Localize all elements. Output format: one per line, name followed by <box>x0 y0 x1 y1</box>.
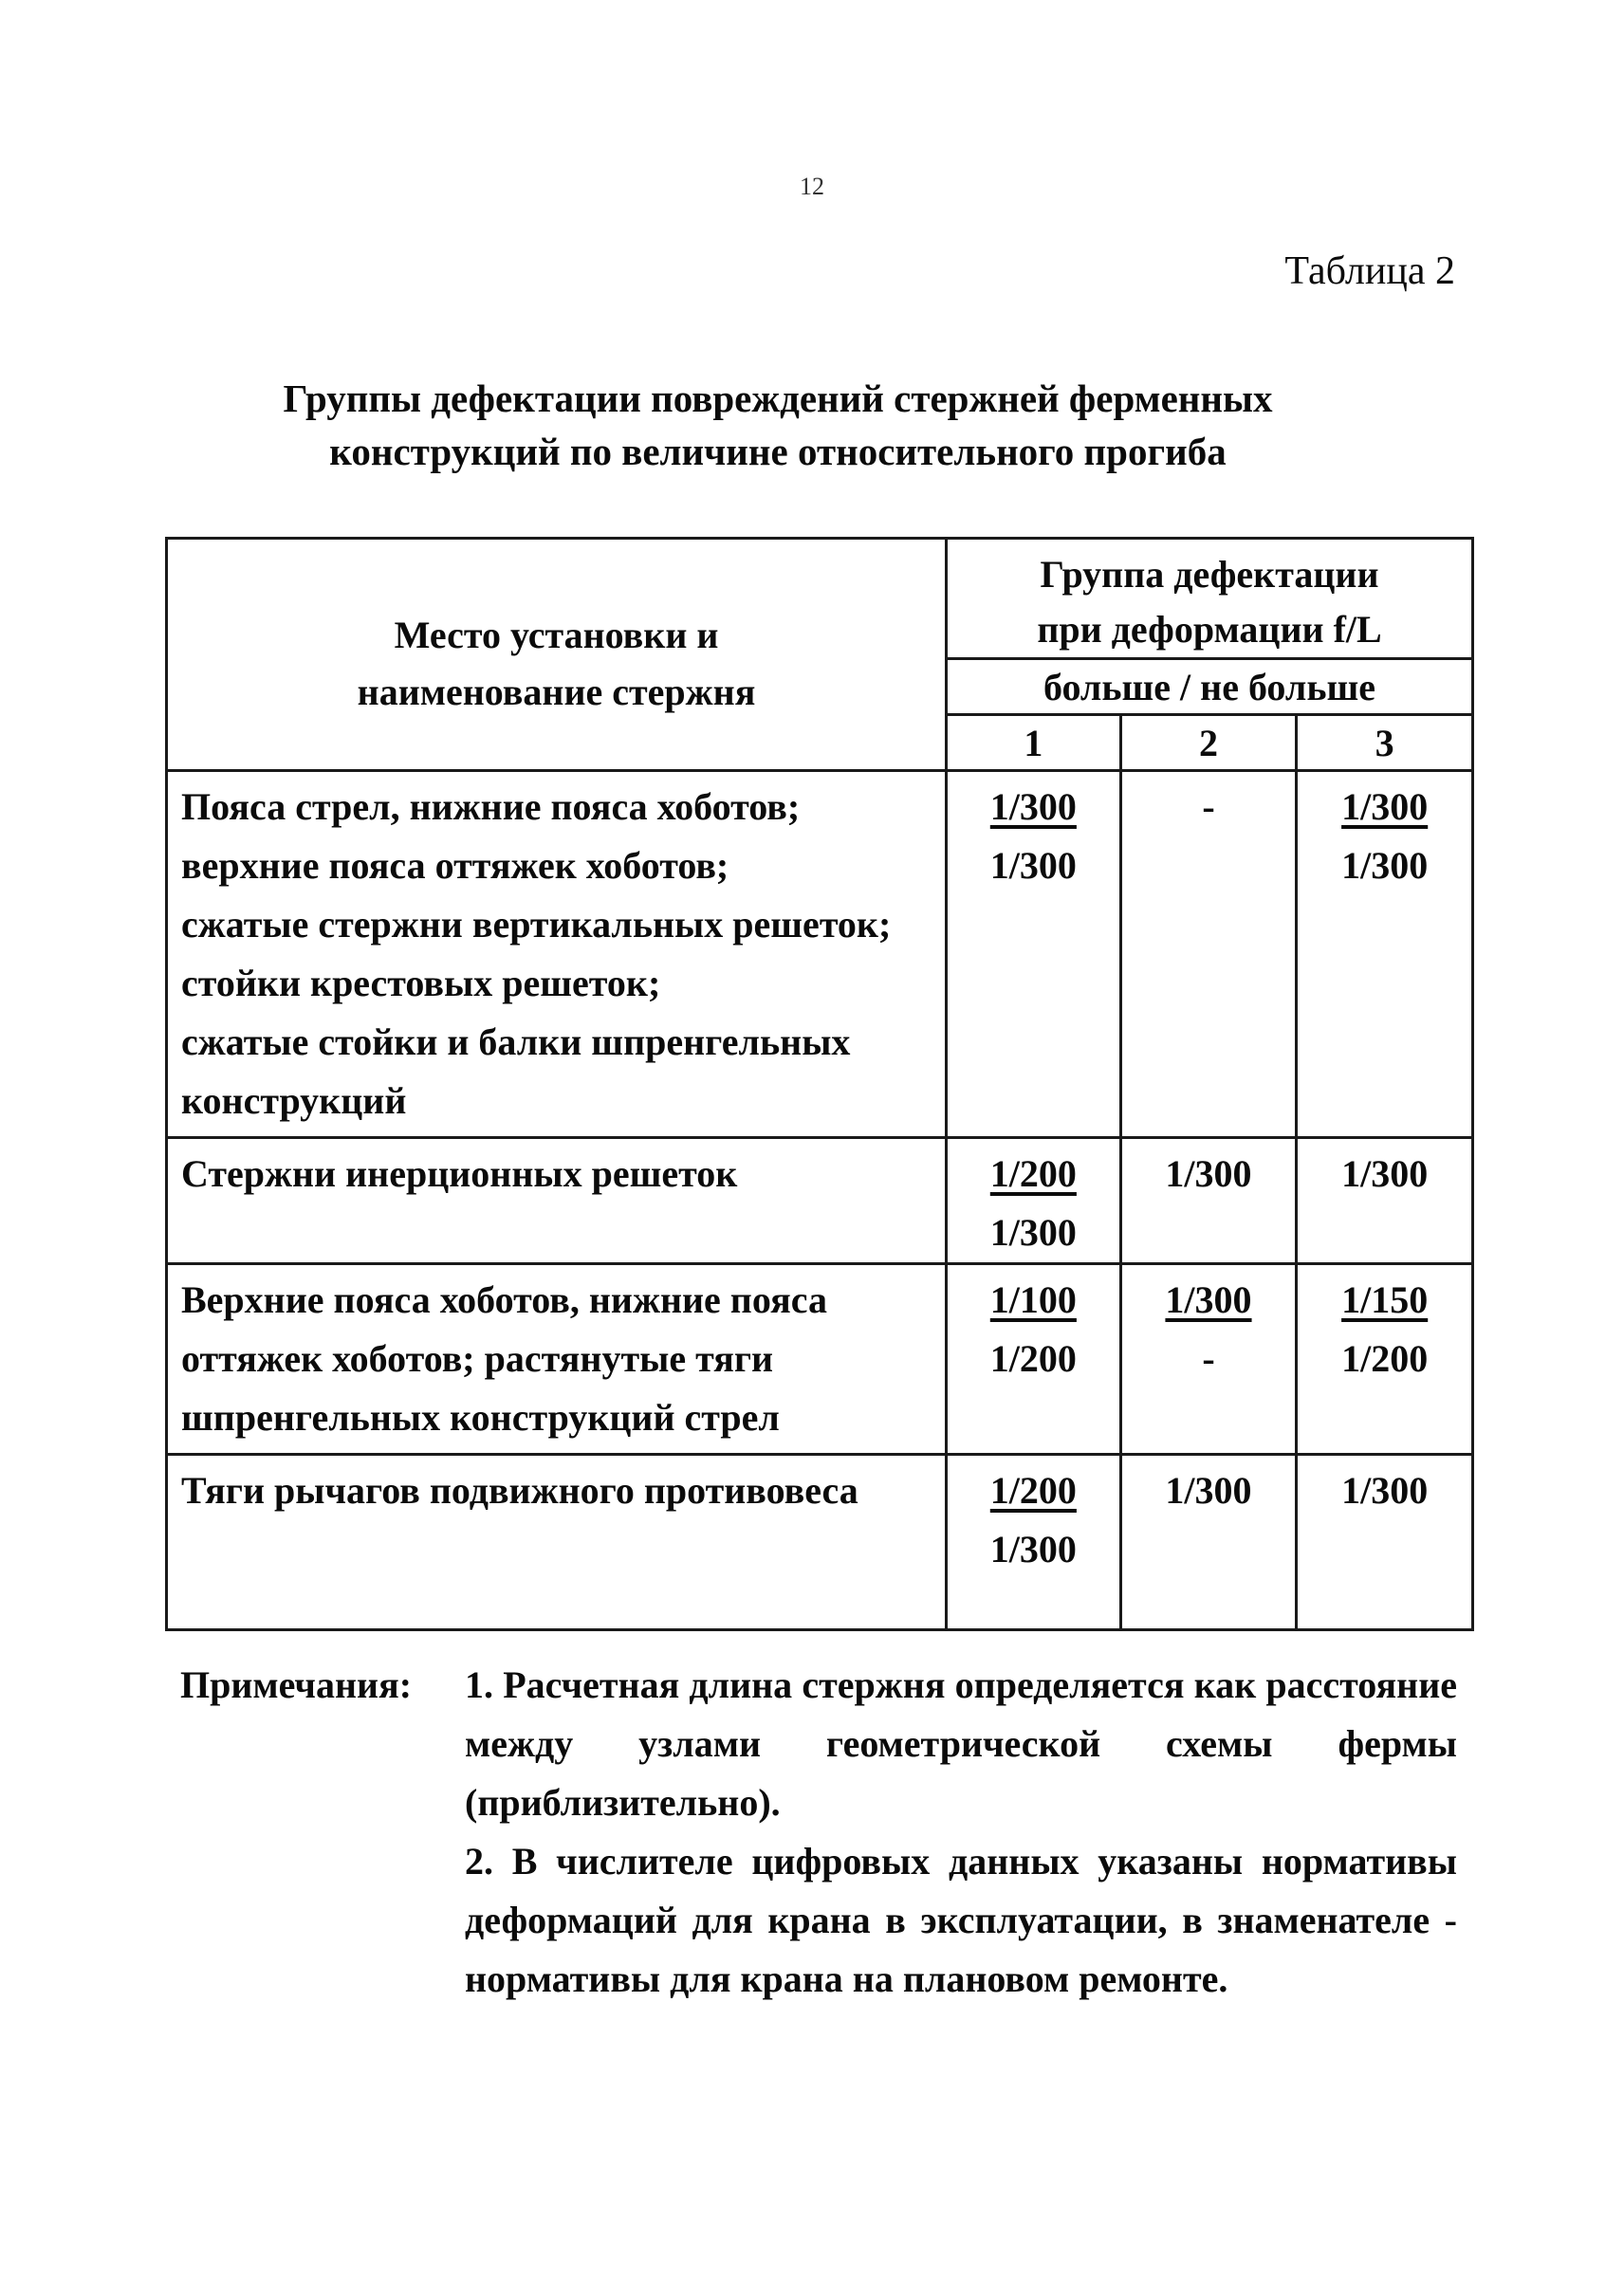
header-place-line: Место установки и <box>394 614 719 656</box>
notes-list <box>465 1656 1457 2009</box>
value-denominator: 1/200 <box>1341 1337 1429 1380</box>
value-denominator: 1/200 <box>989 1337 1077 1380</box>
value-cell-group-3 <box>1297 1264 1473 1455</box>
row-name-line: Верхние пояса хоботов, нижние пояса <box>181 1278 827 1321</box>
row-name-line: шпренгельных конструкций стрел <box>181 1396 780 1439</box>
value-numerator: 1/300 <box>1341 1152 1429 1195</box>
row-name-line: Тяги рычагов подвижного противовеса <box>181 1469 858 1512</box>
defect-table <box>165 537 1474 1631</box>
value-numerator: 1/100 <box>989 1278 1077 1321</box>
row-name-line: сжатые стойки и балки шпренгельных <box>181 1020 851 1063</box>
header-group-line: Группа дефектации <box>1040 553 1379 596</box>
value-numerator: 1/150 <box>1341 1278 1429 1321</box>
value-denominator: - <box>1202 1337 1215 1380</box>
value-denominator: 1/300 <box>1341 844 1429 887</box>
value-cell-group-1 <box>947 771 1121 1138</box>
value-cell-group-2 <box>1120 1455 1297 1630</box>
value-numerator: 1/300 <box>1341 785 1429 828</box>
value-numerator: 1/300 <box>1341 1469 1429 1512</box>
header-group-cell <box>947 539 1473 659</box>
row-name-cell <box>167 1455 947 1630</box>
value-numerator: 1/300 <box>1165 1469 1252 1512</box>
row-name-line: конструкций <box>181 1079 407 1122</box>
note-item: 2. В числителе цифровых данных указаны нормативы деформаций для крана в эксплуатации, в знаменателе - нормативы для крана на плановом ремонте. <box>465 1840 1457 2000</box>
row-name-cell <box>167 771 947 1138</box>
header-group-1: 1 <box>947 715 1121 771</box>
value-cell-group-2 <box>1120 1264 1297 1455</box>
value-cell-group-1 <box>947 1138 1121 1264</box>
header-group-3: 3 <box>1297 715 1473 771</box>
row-name-line: сжатые стержни вертикальных решеток; <box>181 903 892 946</box>
value-denominator: 1/300 <box>989 844 1077 887</box>
page-number: 12 <box>800 173 824 200</box>
value-numerator: 1/300 <box>1165 1152 1252 1195</box>
header-group-line: при деформации f/L <box>1037 608 1382 651</box>
value-denominator: 1/300 <box>989 1211 1077 1254</box>
header-sub-cell: больше / не больше <box>947 659 1473 715</box>
title-line: Группы дефектации повреждений стержней ферменных <box>283 377 1273 420</box>
table-row <box>167 1264 1473 1455</box>
value-cell-group-1 <box>947 1264 1121 1455</box>
value-numerator: 1/300 <box>989 785 1077 828</box>
row-name-line: Стержни инерционных решеток <box>181 1152 738 1195</box>
value-numerator: 1/200 <box>989 1152 1077 1195</box>
header-place-cell <box>167 539 947 771</box>
value-cell-group-2 <box>1120 771 1297 1138</box>
value-numerator: 1/300 <box>1165 1278 1252 1321</box>
value-cell-group-3 <box>1297 771 1473 1138</box>
value-cell-group-3 <box>1297 1138 1473 1264</box>
value-cell-group-3 <box>1297 1455 1473 1630</box>
notes-label: Примечания: <box>180 1663 413 1706</box>
row-name-line: стойки крестовых решеток; <box>181 962 661 1004</box>
value-cell-group-1 <box>947 1455 1121 1630</box>
value-numerator: - <box>1202 785 1215 828</box>
row-name-line: верхние пояса оттяжек хоботов; <box>181 844 729 887</box>
row-name-cell <box>167 1264 947 1455</box>
header-group-2: 2 <box>1120 715 1297 771</box>
table-title <box>228 372 1328 478</box>
header-place-line: наименование стержня <box>357 670 756 713</box>
value-denominator: 1/300 <box>989 1528 1077 1570</box>
title-line: конструкций по величине относительного прогиба <box>329 430 1227 473</box>
table-label: Таблица 2 <box>1284 249 1455 293</box>
table-row <box>167 1455 1473 1630</box>
row-name-line: Пояса стрел, нижние пояса хоботов; <box>181 785 801 828</box>
row-name-cell <box>167 1138 947 1264</box>
value-cell-group-2 <box>1120 1138 1297 1264</box>
table-row <box>167 1138 1473 1264</box>
table-row <box>167 771 1473 1138</box>
row-name-line: оттяжек хоботов; растянутые тяги <box>181 1337 774 1380</box>
value-numerator: 1/200 <box>989 1469 1077 1512</box>
note-item: 1. Расчетная длина стержня определяется как расстояние между узлами геометрической схемы фермы (приблизительно). <box>465 1663 1457 1824</box>
